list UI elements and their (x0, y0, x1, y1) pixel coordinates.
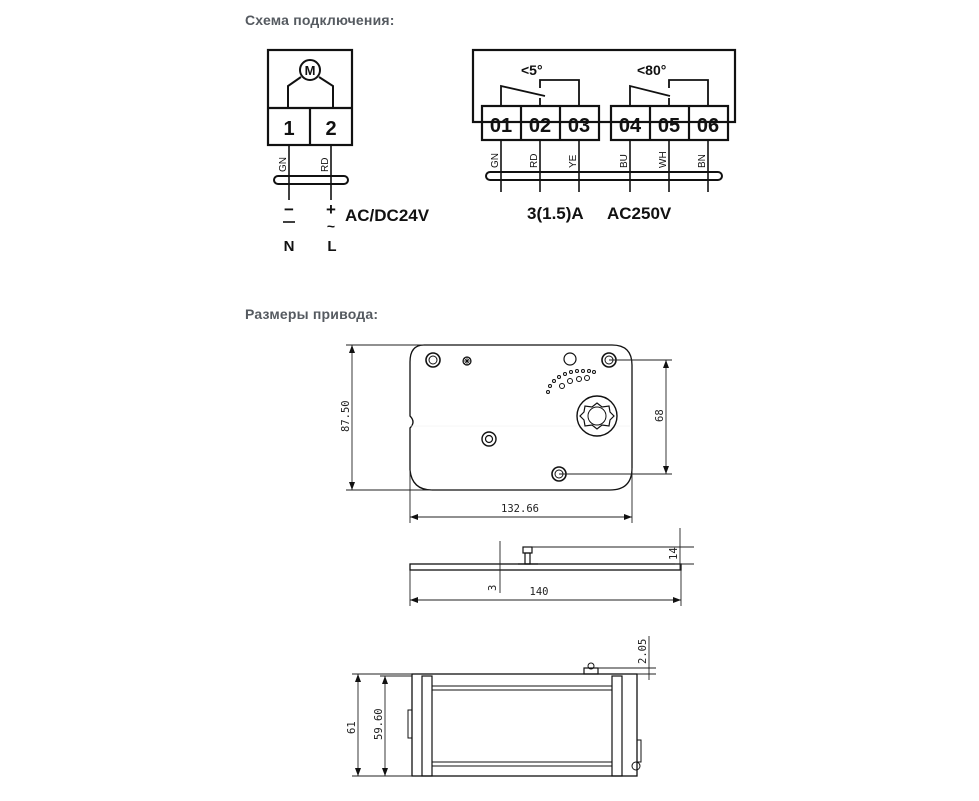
dim-top-end: 2.05 (637, 638, 649, 664)
base-plate (410, 564, 681, 570)
switch-current: 3(1.5)A (527, 204, 584, 223)
dim-height-side: 14 (668, 547, 680, 560)
switch-wire-bu: BU (619, 154, 630, 168)
dim-inner-height-top: 68 (654, 409, 666, 422)
motor-symbol: M (304, 63, 316, 78)
scale-dots (547, 370, 596, 394)
motor-wire-gn: GN (278, 157, 289, 172)
end-view (346, 636, 656, 776)
polarity-minus: − (284, 200, 294, 219)
line-l: L (327, 238, 337, 255)
dim-width-side: 140 (529, 586, 549, 598)
switch-terminal-04: 04 (618, 115, 642, 137)
motor-cable-sleeve (274, 176, 348, 184)
switch-terminal-03: 03 (567, 115, 591, 137)
switch-wire-ye: YE (568, 154, 579, 168)
supply-voltage: AC/DC24V (345, 206, 430, 225)
switch-wire-wh: WH (658, 151, 669, 168)
mount-hole-icon (426, 353, 440, 367)
switch-cable-sleeve (486, 172, 722, 180)
motor-wiring (268, 50, 430, 255)
switch-wire-rd: RD (529, 153, 540, 168)
switch-housing (473, 50, 735, 122)
switch-voltage: AC250V (607, 204, 672, 223)
polarity-ac: ~ (326, 218, 336, 234)
top-view (340, 345, 672, 523)
switch-wire-gn: GN (490, 153, 501, 168)
side-view (410, 528, 694, 606)
indicator-icon (564, 353, 576, 365)
switch-terminal-01: 01 (489, 115, 513, 137)
release-button-icon (482, 432, 496, 446)
switch1-angle: <5° (521, 62, 543, 78)
line-n: N (283, 238, 295, 255)
dim-height-end: 61 (346, 721, 358, 734)
motor-wire-rd: RD (320, 157, 331, 172)
actuator-outline (410, 345, 632, 490)
dim-inner-height-end: 59.60 (373, 708, 385, 740)
switch-wire-bn: BN (697, 154, 708, 168)
motor-terminal-1: 1 (283, 118, 295, 140)
motor-terminal-2: 2 (325, 118, 337, 140)
wiring-heading: Схема подключения: (245, 12, 395, 28)
switch2-angle: <80° (637, 62, 667, 78)
polarity-plus: + (326, 200, 336, 219)
shaft-coupling-icon (577, 396, 617, 436)
dim-height-top: 87.50 (340, 400, 352, 432)
switch-terminal-05: 05 (657, 115, 681, 137)
actuator-body-end (412, 674, 637, 776)
switch-terminal-06: 06 (696, 115, 720, 137)
dim-small-side: 3 (487, 584, 499, 591)
switch-terminal-02: 02 (528, 115, 552, 137)
dim-width-top: 132.66 (501, 503, 539, 515)
aux-switch-wiring (473, 50, 735, 223)
dimensions-heading: Размеры привода: (245, 306, 379, 322)
shaft-stub (525, 553, 530, 564)
